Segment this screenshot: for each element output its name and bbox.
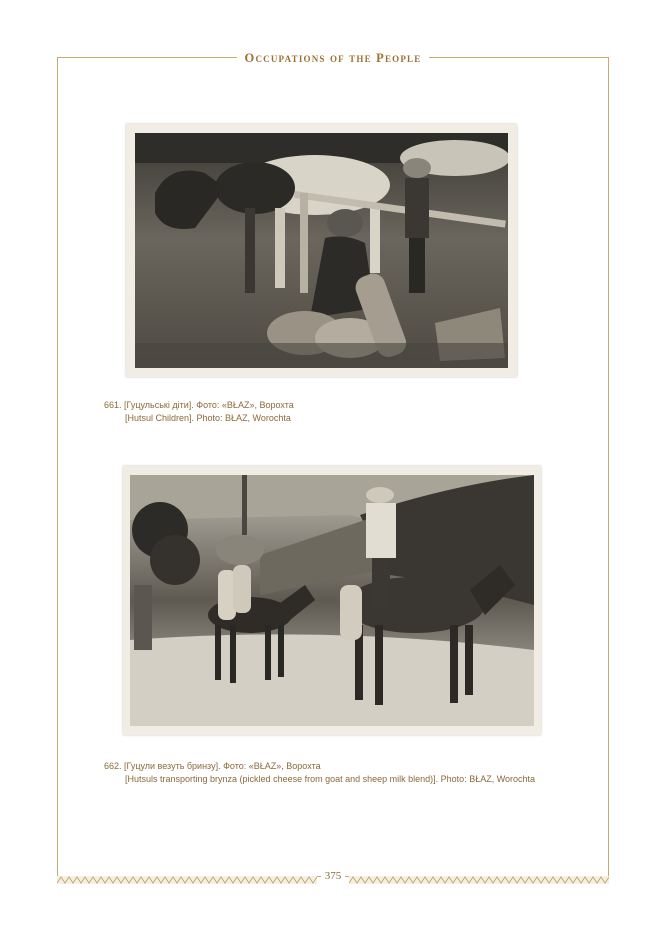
caption-title-uk: [Гуцульські діти]. bbox=[124, 400, 194, 410]
caption-title-en: [Hutsul Children]. bbox=[125, 413, 195, 423]
caption-661 bbox=[104, 399, 294, 425]
running-header bbox=[0, 47, 666, 66]
page-number: 375 bbox=[321, 870, 346, 882]
caption-number: 661. bbox=[104, 400, 122, 410]
caption-credit-en: Photo: BŁAZ, Worochta bbox=[194, 413, 291, 423]
photo-card-662 bbox=[123, 466, 541, 735]
caption-credit-uk: Фото: «BŁAZ», Ворохта bbox=[220, 761, 321, 771]
caption-number: 662. bbox=[104, 761, 122, 771]
caption-credit-uk: Фото: «BŁAZ», Ворохта bbox=[193, 400, 294, 410]
section-title: Occupations of the People bbox=[237, 51, 430, 66]
caption-credit-en: Photo: BŁAZ, Worochta bbox=[438, 774, 536, 784]
caption-title-uk: [Гуцули везуть бринзу]. bbox=[124, 761, 221, 771]
caption-662 bbox=[104, 760, 535, 786]
photo-hutsul-children bbox=[135, 133, 508, 368]
photo-card-661 bbox=[126, 124, 517, 377]
caption-title-en: [Hutsuls transporting brynza (pickled cheese from goat and sheep milk blend)]. bbox=[125, 774, 439, 784]
page-number-container bbox=[0, 864, 666, 883]
photo-hutsuls-transporting-brynza bbox=[130, 475, 534, 726]
